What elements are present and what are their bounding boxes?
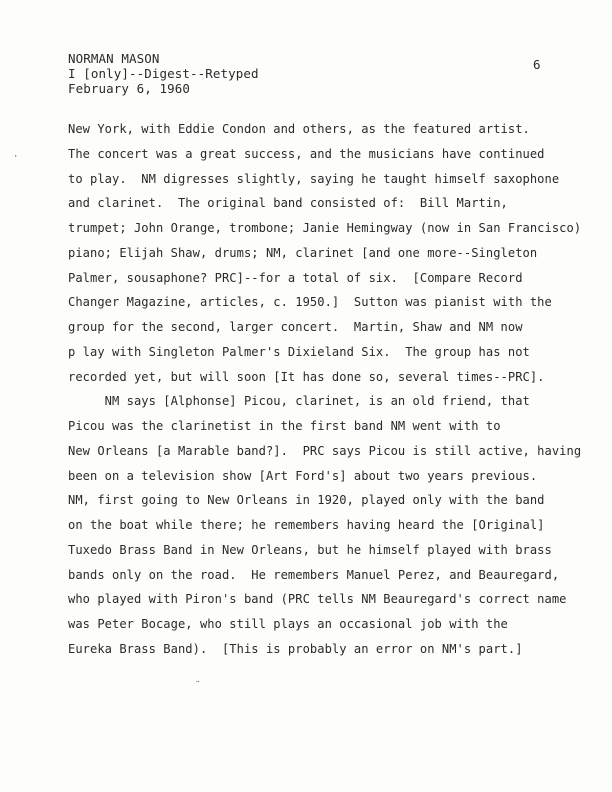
body-line: trumpet; John Orange, trombone; Janie Hemingway (now in San Francisco) xyxy=(68,221,582,235)
body-line: recorded yet, but will soon [It has done so, several times--PRC]. xyxy=(68,369,545,384)
body-line: and clarinet. The original band consisted of: Bill Martin, xyxy=(68,196,508,211)
body-line: been on a television show [Art Ford's] about two years previous. xyxy=(68,468,538,483)
margin-tick-mark: · xyxy=(13,152,19,162)
diaeresis-mark: ¨ xyxy=(195,681,201,691)
header-date: February 6, 1960 xyxy=(68,81,191,96)
body-line: piano; Elijah Shaw, drums; NM, clarinet [and one more--Singleton xyxy=(68,245,538,260)
body-line: New Orleans [a Marable band?]. PRC says Picou is still active, having xyxy=(68,443,582,458)
body-line: Eureka Brass Band). [This is probably an error on NM's part.] xyxy=(68,641,523,656)
body-line: was Peter Bocage, who still plays an occasional job with the xyxy=(68,617,508,631)
page-number: 6 xyxy=(533,57,541,72)
body-line: Palmer, sousaphone? PRC]--for a total of six. [Compare Record xyxy=(68,270,523,285)
body-line: bands only on the road. He remembers Manuel Perez, and Beauregard, xyxy=(68,567,560,582)
body-line: group for the second, larger concert. Martin, Shaw and NM now xyxy=(68,320,523,334)
body-line: to play. NM digresses slightly, saying he taught himself saxophone xyxy=(68,171,560,186)
body-line: The concert was a great success, and the musicians have continued xyxy=(68,146,545,161)
header-reel: I [only]--Digest--Retyped xyxy=(68,66,259,81)
body-line: New York, with Eddie Condon and others, as the featured artist. xyxy=(68,122,530,136)
body-line: Changer Magazine, articles, c. 1950.] Sutton was pianist with the xyxy=(68,295,552,310)
body-line: Tuxedo Brass Band in New Orleans, but he himself played with brass xyxy=(68,542,552,557)
body-line: NM says [Alphonse] Picou, clarinet, is an old friend, that xyxy=(68,394,530,409)
header-name: NORMAN MASON xyxy=(68,51,160,66)
body-line: NM, first going to New Orleans in 1920, played only with the band xyxy=(68,493,545,508)
body-line: on the boat while there; he remembers having heard the [Original] xyxy=(68,518,545,532)
body-line: Picou was the clarinetist in the first band NM went with to xyxy=(68,419,501,433)
body-line: who played with Piron's band (PRC tells NM Beauregard's correct name xyxy=(68,592,567,607)
body-line: p lay with Singleton Palmer's Dixieland Six. The group has not xyxy=(68,344,530,359)
